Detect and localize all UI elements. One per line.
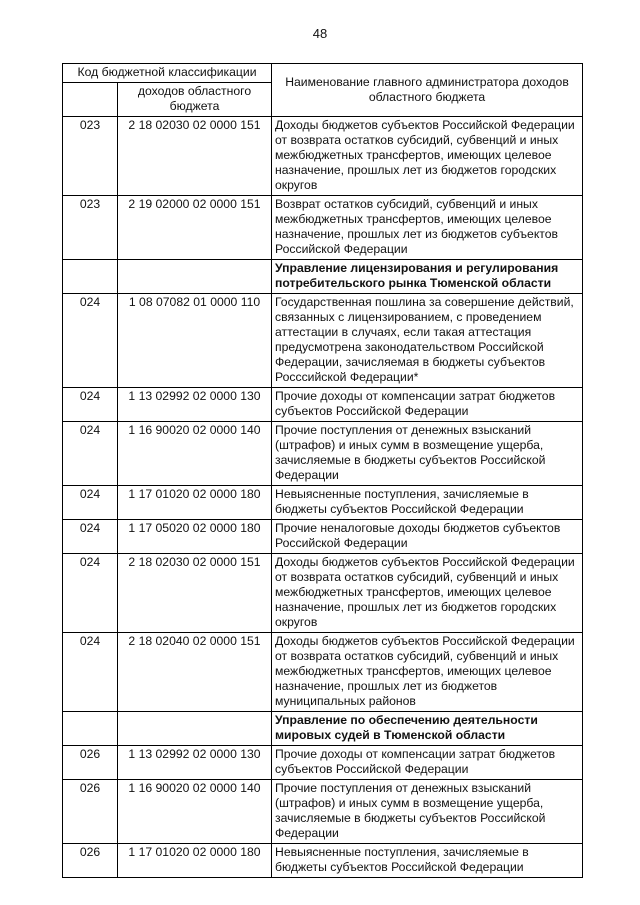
empty-kbk-cell xyxy=(118,260,272,294)
income-name-cell: Прочие неналоговые доходы бюджетов субъектов Российской Федерации xyxy=(272,520,583,554)
table-row xyxy=(63,117,583,196)
income-name-cell: Государственная пошлина за совершение действий, связанных с лицензированием, с проведением аттестации в случаях, если такая аттестация предусмотрена законодательством Российской Федерации, зачисляемая в бюджеты субъектов Росссийской Федерации* xyxy=(272,294,583,388)
admin-code-cell: 024 xyxy=(63,633,118,712)
income-code-cell: 2 18 02030 02 0000 151 xyxy=(118,117,272,196)
income-name-cell: Прочие поступления от денежных взысканий (штрафов) и иных сумм в возмещение ущерба, зачисляемые в бюджеты субъектов Российской Федерации xyxy=(272,422,583,486)
table-row xyxy=(63,746,583,780)
header-sub-cell: доходов областного бюджета xyxy=(118,83,272,117)
empty-code-cell xyxy=(63,260,118,294)
section-title-cell: Управление лицензирования и регулирования потребительского рынка Тюменской области xyxy=(272,260,583,294)
table-row xyxy=(63,486,583,520)
income-name-cell: Доходы бюджетов субъектов Российской Федерации от возврата остатков субсидий, субвенций и иных межбюджетных трансфертов, имеющих целевое назначение, прошлых лет из бюджетов городских округов xyxy=(272,554,583,633)
table-row xyxy=(63,844,583,878)
income-code-cell: 1 13 02992 02 0000 130 xyxy=(118,746,272,780)
page-number: 48 xyxy=(312,26,328,41)
section-row xyxy=(63,260,583,294)
income-name-cell: Доходы бюджетов субъектов Российской Федерации от возврата остатков субсидий, субвенций и иных межбюджетных трансфертов, имеющих целевое назначение, прошлых лет из бюджетов муниципальных районов xyxy=(272,633,583,712)
table-header xyxy=(63,64,583,117)
income-code-cell: 1 16 90020 02 0000 140 xyxy=(118,422,272,486)
income-name-cell: Невыясненные поступления, зачисляемые в бюджеты субъектов Российской Федерации xyxy=(272,486,583,520)
admin-code-cell: 024 xyxy=(63,486,118,520)
table-row xyxy=(63,780,583,844)
income-code-cell: 2 19 02000 02 0000 151 xyxy=(118,196,272,260)
table-row xyxy=(63,554,583,633)
header-group-cell: Код бюджетной классификации xyxy=(63,64,272,83)
admin-code-cell: 023 xyxy=(63,117,118,196)
header-empty-cell xyxy=(63,83,118,117)
admin-code-cell: 026 xyxy=(63,780,118,844)
empty-code-cell xyxy=(63,712,118,746)
admin-code-cell: 026 xyxy=(63,746,118,780)
table-row xyxy=(63,520,583,554)
table-body xyxy=(63,117,583,878)
section-row xyxy=(63,712,583,746)
budget-classification-table xyxy=(62,63,583,878)
admin-code-cell: 026 xyxy=(63,844,118,878)
admin-code-cell: 024 xyxy=(63,422,118,486)
table-row xyxy=(63,633,583,712)
admin-code-cell: 024 xyxy=(63,554,118,633)
income-code-cell: 1 17 01020 02 0000 180 xyxy=(118,486,272,520)
table-row xyxy=(63,422,583,486)
income-code-cell: 1 17 05020 02 0000 180 xyxy=(118,520,272,554)
admin-code-cell: 023 xyxy=(63,196,118,260)
table-row xyxy=(63,294,583,388)
admin-code-cell: 024 xyxy=(63,388,118,422)
income-code-cell: 1 17 01020 02 0000 180 xyxy=(118,844,272,878)
table-row xyxy=(63,388,583,422)
income-name-cell: Прочие поступления от денежных взысканий (штрафов) и иных сумм в возмещение ущерба, зачисляемые в бюджеты субъектов Российской Федерации xyxy=(272,780,583,844)
section-title-cell: Управление по обеспечению деятельности мировых судей в Тюменской области xyxy=(272,712,583,746)
admin-code-cell: 024 xyxy=(63,520,118,554)
empty-kbk-cell xyxy=(118,712,272,746)
income-code-cell: 1 13 02992 02 0000 130 xyxy=(118,388,272,422)
income-code-cell: 1 08 07082 01 0000 110 xyxy=(118,294,272,388)
income-name-cell: Прочие доходы от компенсации затрат бюджетов субъектов Российской Федерации xyxy=(272,388,583,422)
income-name-cell: Возврат остатков субсидий, субвенций и иных межбюджетных трансфертов, имеющих целевое назначение, прошлых лет из бюджетов субъектов Российской Федерации xyxy=(272,196,583,260)
income-code-cell: 2 18 02040 02 0000 151 xyxy=(118,633,272,712)
income-code-cell: 2 18 02030 02 0000 151 xyxy=(118,554,272,633)
income-name-cell: Прочие доходы от компенсации затрат бюджетов субъектов Российской Федерации xyxy=(272,746,583,780)
income-code-cell: 1 16 90020 02 0000 140 xyxy=(118,780,272,844)
income-name-cell: Доходы бюджетов субъектов Российской Федерации от возврата остатков субсидий, субвенций и иных межбюджетных трансфертов, имеющих целевое назначение, прошлых лет из бюджетов городских округов xyxy=(272,117,583,196)
admin-code-cell: 024 xyxy=(63,294,118,388)
header-name-cell: Наименование главного администратора доходов областного бюджета xyxy=(272,64,583,117)
table-row xyxy=(63,196,583,260)
income-name-cell: Невыясненные поступления, зачисляемые в бюджеты субъектов Российской Федерации xyxy=(272,844,583,878)
